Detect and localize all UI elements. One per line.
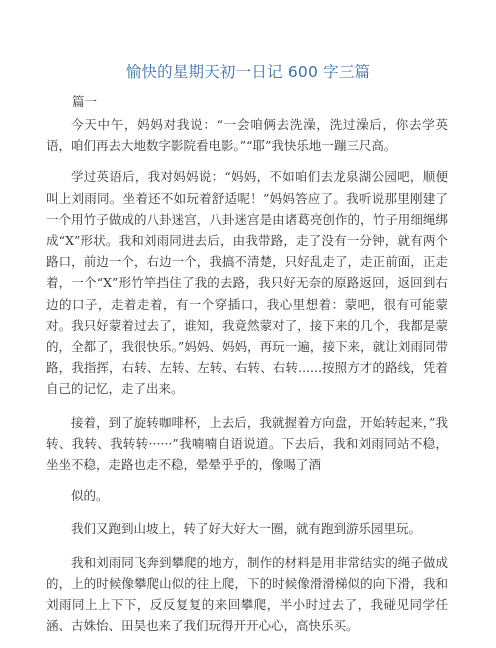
paragraph-2: 学过英语后，我对妈妈说：“妈妈，不如咱们去龙泉湖公园吧，顺便叫上刘雨同。坐着还不如玩着舒适呢！”妈妈答应了。我听说那里刚建了一个用竹子做成的八卦迷宫，八卦迷宫是由诸葛亮创作的，竹子用细绳绑成“X”形状。我和刘雨同进去后，由我带路，走了没有一分钟，就有两个路口，前边一个，右边一个，我搞不清楚，只好乱走了，走正前面，正走着，一个“X”形竹竿挡住了我的去路，我只好无奈的原路返回，返回到右边的口子，走着走着，有一个穿插口，我心里想着：蒙吧，很有可能蒙对。我只好蒙着过去了，谁知，我竟然蒙对了，接下来的几个，我都是蒙的，全都了，我很快乐。”妈妈、妈妈，再玩一遍，接下来，就让刘雨同带路，我指挥，右转、左转、左转、右转、右转......按照方才的路线，凭着自己的记忆，走了出来。: [46, 169, 448, 397]
document-body: [46, 114, 448, 648]
paragraph-5: 我们又跑到山坡上，转了好大好大一圈，就有跑到游乐园里玩。: [71, 521, 422, 537]
paragraph-4: 似的。: [71, 488, 109, 504]
part-label: 篇一: [72, 94, 98, 109]
document-title: 愉快的星期天初一日记 600 字三篇: [125, 63, 371, 81]
paragraph-1: 今天中午，妈妈对我说：“一会咱俩去洗澡，洗过澡后，你去学英语，咱们再去大地数字影院看电影。”“耶”我快乐地一蹦三尺高。: [46, 117, 448, 154]
paragraph-3: 接着，到了旋转咖啡杯，上去后，我就握着方向盘，开始转起来，”我转、我转、我转转······”我喃喃自语说道。下去后，我和刘雨同站不稳，坐坐不稳，走路也走不稳，晕晕乎乎的，像喝了酒: [46, 414, 448, 473]
paragraph-6: 我和刘雨同飞奔到攀爬的地方，制作的材料是用非常结实的绳子做成的，上的时候像攀爬山似的往上爬，下的时候像滑滑梯似的向下滑，我和刘雨同上上下下，反反复复的来回攀爬，半小时过去了，我碰见同学任涵、古姝怡、田昊也来了我们玩得开开心心，高快乐买。: [46, 554, 448, 634]
